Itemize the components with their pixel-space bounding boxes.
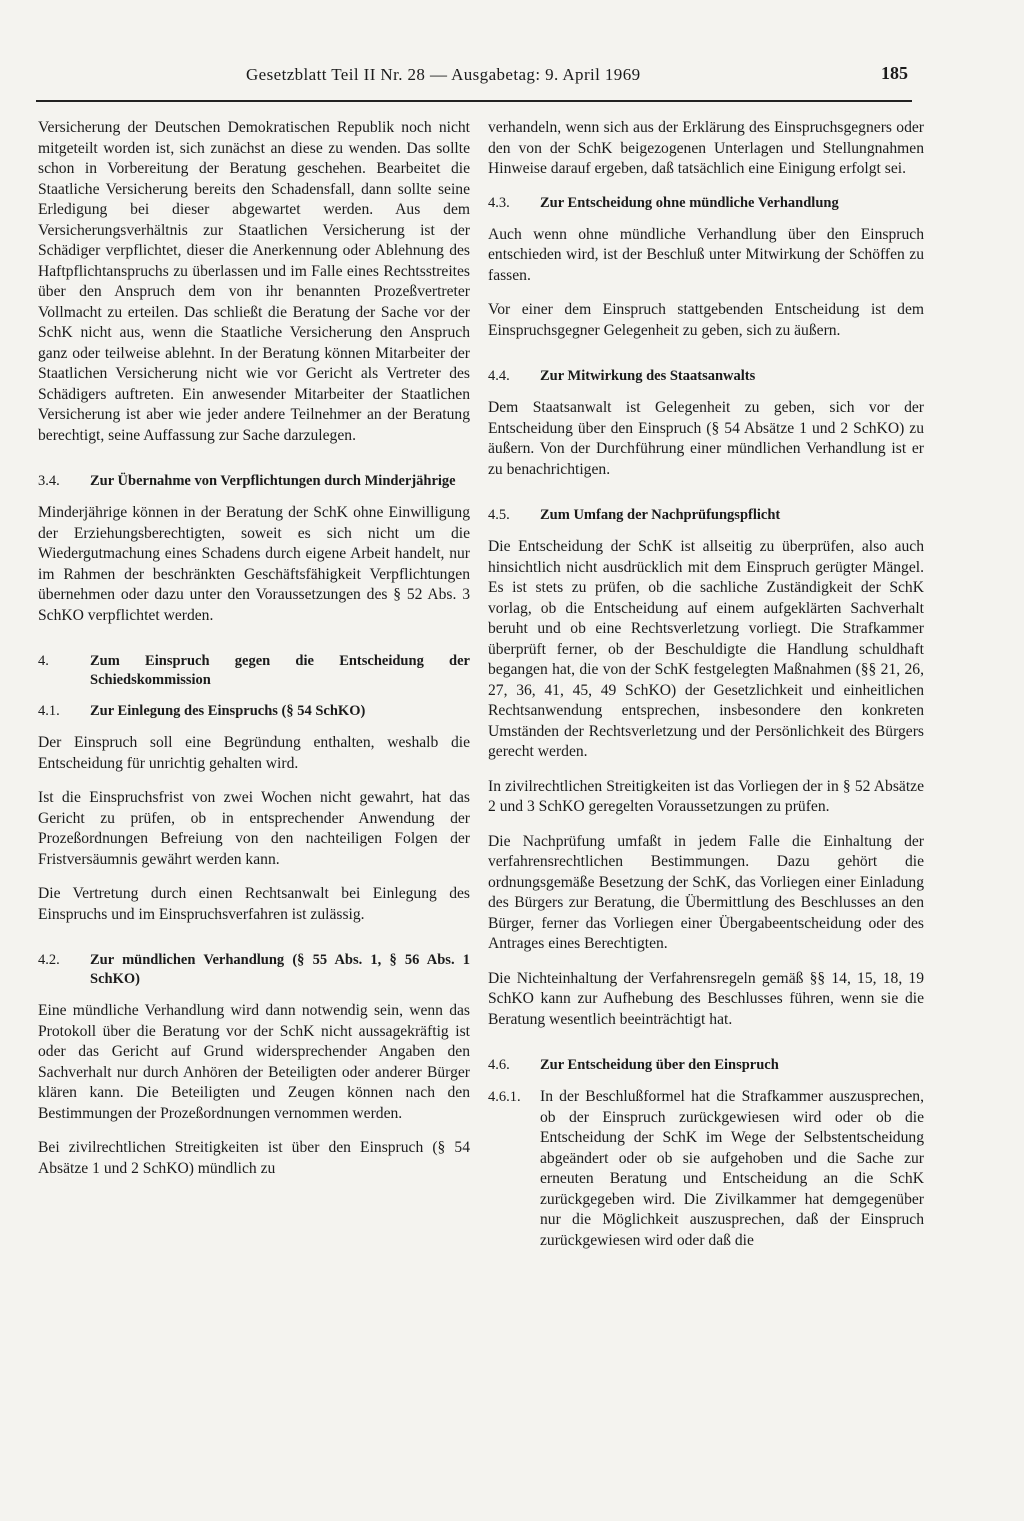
paragraph: Ist die Einspruchsfrist von zwei Wochen nicht gewahrt, hat das Gericht zu prüfen, ob in entsprechender Anwendung der Prozeßordnungen Befreiung von den nachteiligen Folgen der Fristversäumnis gewährt werden kann.: [38, 789, 470, 868]
paragraph: Eine mündliche Verhandlung wird dann notwendig sein, wenn das Protokoll über die Beratung vor der SchK nicht aussagekräftig ist oder das Gericht auf Grund widersprechender Angaben den Sachverhalt nur durch Anhören der Beteiligten oder anderer Bürger klären kann. Die Beteiligten und Zeugen können nach den Bestimmungen der Prozeßordnungen vernommen werden.: [38, 1002, 470, 1122]
section-number: 3.4.: [38, 473, 60, 489]
paragraph: Dem Staatsanwalt ist Gelegenheit zu geben, sich vor der Entscheidung über den Einspruch (§ 54 Absätze 1 und 2 SchKO) zu äußern. Von der Durchführung einer mündlichen Verhandlung ist er zu benachrichtigen.: [488, 399, 924, 478]
section-heading-4-1: [38, 702, 470, 721]
section-title: Zur Entscheidung über den Einspruch: [540, 1057, 779, 1073]
section-heading-4: [38, 652, 470, 690]
section-heading-4-4: [488, 367, 924, 386]
page-header: [36, 60, 912, 102]
section-heading-3-4: [38, 472, 470, 491]
section-number: 4.5.: [488, 507, 510, 523]
paragraph: Versicherung der Deutschen Demokratischen Republik noch nicht mitgeteilt worden ist, sich zunächst an diese zu wenden. Das sollte schon in Vorbereitung der Beratung geschehen. Bearbeitet die Staatliche Versicherung bereits den Schadensfall, dann sollte seine Erledigung bei dieser abgewartet werden. Aus dem Versicherungsverhältnis zur Staatlichen Versicherung ist der Schädiger verpflichtet, dieser die Anerkennung oder Ablehnung des Haftpflichtanspruchs zu überlassen und im Falle eines Rechtsstreites über den Anspruch dem von ihr benannten Prozeßvertreter Vollmacht zu erteilen. Das schließt die Beratung der Sache vor der SchK nicht aus, wenn die Staatliche Versicherung den Anspruch ganz oder teilweise ablehnt. In der Beratung können Mitarbeiter der Staatlichen Versicherung nicht wie vor Gericht als Vertreter des Schädigers auftreten. Ein anwesender Mitarbeiter der Staatlichen Versicherung ist aber wie jeder andere Teilnehmer an der Beratung berechtigt, seine Auffassung zur Sache darzulegen.: [38, 119, 470, 444]
paragraph: Der Einspruch soll eine Begründung enthalten, weshalb die Entscheidung für unrichtig gehalten wird.: [38, 734, 470, 772]
section-heading-4-5: [488, 506, 924, 525]
paragraph: Die Nachprüfung umfaßt in jedem Falle die Einhaltung der verfahrensrechtlichen Bestimmungen. Dazu gehört die ordnungsgemäße Besetzung der SchK, das Vorliegen einer Einladung des Bürgers zur Beratung, die Übermittlung des Beschlusses an den Bürger, ferner das Vorliegen einer Übergabeentscheidung oder des Antrages eines Berechtigten.: [488, 832, 924, 952]
section-number: 4.6.1.: [488, 1089, 521, 1105]
paragraph: Minderjährige können in der Beratung der SchK ohne Einwilligung der Erziehungsberechtigten, soweit es sich nicht um die Wiedergutmachung eines Schadens durch eigene Arbeit handelt, nur im Rahmen der beschränkten Geschäftsfähigkeit Verpflichtungen übernehmen oder dazu unter den Voraussetzungen des § 52 Abs. 3 SchKO verpflichtet werden.: [38, 504, 470, 624]
right-column: [488, 118, 924, 1265]
section-number: 4.6.: [488, 1057, 510, 1073]
section-title: Zur Übernahme von Verpflichtungen durch Minderjährige: [90, 473, 456, 489]
section-number: 4.3.: [488, 194, 510, 211]
page-number: 185: [881, 63, 908, 83]
section-title: Zum Umfang der Nachprüfungspflicht: [540, 507, 781, 523]
section-number: 4.: [38, 653, 49, 669]
section-4-6-1: [488, 1087, 924, 1251]
section-heading-4-3: [488, 194, 924, 213]
paragraph: Die Vertretung durch einen Rechtsanwalt bei Einlegung des Einspruchs und im Einspruchsverfahren ist zulässig.: [38, 885, 470, 923]
paragraph: In der Beschlußformel hat die Strafkammer auszusprechen, ob der Einspruch zurückgewiesen wird oder ob die Entscheidung der SchK im Wege der Selbstentscheidung abgeändert oder ob sie aufgehoben und die Sache zur erneuten Beratung und Entscheidung an die SchK zurückgegeben wird. Die Zivilkammer hat demgegenüber nur die Möglichkeit auszusprechen, daß der Einspruch zurückgewiesen wird oder daß die: [540, 1088, 924, 1249]
paragraph: In zivilrechtlichen Streitigkeiten ist das Vorliegen der in § 52 Absätze 2 und 3 SchKO geregelten Voraussetzungen zu prüfen.: [488, 777, 924, 815]
section-title: Zum Einspruch gegen die Entscheidung der Schiedskommission: [90, 653, 470, 688]
section-title: Zur Mitwirkung des Staatsanwalts: [540, 368, 756, 384]
paragraph: Die Nichteinhaltung der Verfahrensregeln gemäß §§ 14, 15, 18, 19 SchKO kann zur Aufhebung des Beschlusses führen, wenn sie die Beratung wesentlich beeinträchtigt hat.: [488, 969, 924, 1028]
section-title: Zur Einlegung des Einspruchs (§ 54 SchKO): [90, 703, 366, 719]
paragraph: Vor einer dem Einspruch stattgebenden Entscheidung ist dem Einspruchsgegner Gelegenheit zu geben, sich zu äußern.: [488, 301, 924, 339]
section-number: 4.2.: [38, 952, 60, 968]
section-heading-4-6: [488, 1056, 924, 1075]
section-number: 4.4.: [488, 368, 510, 384]
left-column: [38, 118, 470, 1193]
section-title: Zur Entscheidung ohne mündliche Verhandlung: [540, 194, 839, 211]
section-title: Zur mündlichen Verhandlung (§ 55 Abs. 1, § 56 Abs. 1 SchKO): [90, 952, 470, 987]
section-number: 4.1.: [38, 703, 60, 719]
header-title: Gesetzblatt Teil II Nr. 28 — Ausgabetag: 9. April 1969: [246, 65, 641, 84]
section-heading-4-2: [38, 951, 470, 989]
paragraph: verhandeln, wenn sich aus der Erklärung des Einspruchsgegners oder den von der SchK beigezogenen Unterlagen und Stellungnahmen Hinweise darauf ergeben, daß tatsächlich eine Einigung erfolgt sei.: [488, 119, 924, 177]
paragraph: Bei zivilrechtlichen Streitigkeiten ist über den Einspruch (§ 54 Absätze 1 und 2 SchKO) mündlich zu: [38, 1139, 470, 1177]
paragraph: Auch wenn ohne mündliche Verhandlung über den Einspruch entschieden wird, ist der Beschluß unter Mitwirkung der Schöffen zu fassen.: [488, 225, 924, 284]
paragraph: Die Entscheidung der SchK ist allseitig zu überprüfen, also auch hinsichtlich nicht ausdrücklich mit dem Einspruch gerügter Mängel. Es ist stets zu prüfen, ob die sachliche Zuständigkeit der SchK vorlag, ob die Entscheidung auf einem aufgeklärten Sachverhalt beruht und ob eine Rechtsverletzung vorliegt. Die Strafkammer überprüft ferner, ob der Beschuldigte die Handlung schuldhaft begangen hat, die von der SchK festgelegten Maßnahmen (§§ 21, 26, 27, 36, 41, 45, 49 SchKO) der Gesetzlichkeit und einheitlichen Rechtsanwendung entsprechen, insbesondere den konkreten Umständen der Rechtsverletzung und der Persönlichkeit des Bürgers gerecht werden.: [488, 538, 924, 760]
